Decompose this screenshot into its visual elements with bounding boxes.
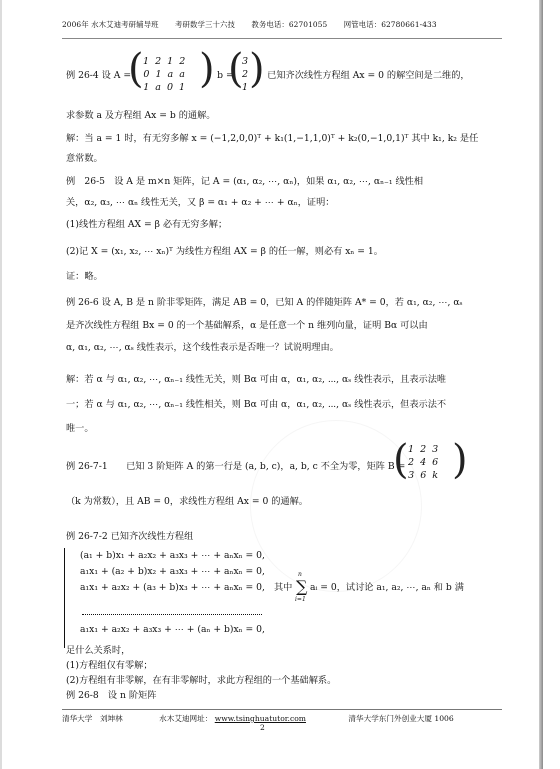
example-26-7-1-line2: （k 为常数），且 AB = 0，求线性方程组 Ax = 0 的通解。 (66, 496, 308, 507)
footer-rule (62, 709, 502, 710)
page-footer (62, 713, 502, 724)
solution-26-4-line1: 解：当 a = 1 时，有无穷多解 x = (−1,2,0,0)ᵀ + k₁(1,−1,1,0)ᵀ + k₂(0,−1,0,1)ᵀ 其中 k₁, k₂ 是任 (66, 133, 479, 144)
system-eq-3: a₁x₁ + a₂x₂ + (a₃ + b)x₃ + ⋯ + aₙxₙ = 0, (80, 582, 265, 593)
example-26-6-line1: 例 26-6 设 A, B 是 n 阶非零矩阵，满足 AB = 0，已知 A 的伴随矩阵 A* = 0，若 α₁, α₂, ⋯, αₛ (66, 297, 463, 308)
example-26-7-1-line1: 例 26-7-1 已知 3 阶矩阵 A 的第一行是 (a, b, c)，a, b, c 不全为零，矩阵 B = (66, 461, 406, 472)
matrix-a-row: 0 1 a a (143, 69, 185, 80)
header-left: 2006年 水木艾迪考研辅导班 (62, 20, 159, 29)
solution-26-4-line2: 意常数。 (66, 153, 103, 164)
system-eq-1: (a₁ + b)x₁ + a₂x₂ + a₃x₃ + ⋯ + aₙxₙ = 0, (80, 550, 265, 561)
example-26-4-text: ，已知齐次线性方程组 Ax = 0 的解空间是二维的， (258, 70, 470, 81)
vector-b-row: 2 (242, 69, 249, 80)
page-right-edge (539, 0, 543, 769)
example-26-8-title: 例 26-8 设 n 阶矩阵 (66, 690, 157, 701)
example-26-7-2-part1: (1)方程组仅有零解； (66, 660, 153, 671)
vector-b-label: ，b = (208, 70, 234, 81)
matrix-b-right-paren: ) (452, 437, 468, 483)
example-26-4-line2: 求参数 a 及方程组 Ax = b 的通解。 (66, 110, 216, 121)
page-number: 2 (260, 723, 265, 732)
matrix-a-row: 1 2 1 2 (143, 56, 186, 67)
page-header (62, 19, 502, 30)
header-phone1: 教务电话：62701055 (251, 20, 328, 29)
sum-symbol: ∑ (296, 577, 308, 596)
footer-author: 清华大学 刘坤林 (62, 714, 123, 723)
header-phone2: 网管电话：62780661-433 (343, 20, 437, 29)
watermark (250, 420, 422, 592)
header-rule (62, 38, 502, 39)
where-label: 其中 (274, 582, 293, 593)
example-26-5-part1: (1)线性方程组 AX = β 必有无穷多解； (66, 219, 228, 230)
matrix-a-left-paren: ( (128, 46, 144, 92)
sum-lower-limit: i=1 (295, 596, 306, 603)
vector-b-row: 3 (242, 56, 249, 67)
system-eq-2: a₁x₁ + (a₂ + b)x₂ + a₃x₃ + ⋯ + aₙxₙ = 0, (80, 566, 265, 577)
matrix-b-left-paren: ( (393, 437, 409, 483)
example-26-6-line3: α, α₁, α₂, ⋯, αₛ 线性表示，这个线性表示是否唯一？试说明理由。 (66, 342, 339, 353)
matrix-a (143, 55, 185, 94)
example-26-7-2-title: 例 26-7-2 已知齐次线性方程组 (66, 531, 194, 542)
example-26-5-part2: (2)记 X = (x₁, x₂, ⋯ xₙ)ᵀ 为线性方程组 AX = β 的任一解，则必有 xₙ = 1。 (66, 246, 383, 257)
sum-upper-limit: n (298, 571, 302, 578)
footer-site-label: 水木艾迪网址： (159, 714, 213, 723)
matrix-b-row: 1 2 3 (408, 444, 439, 455)
solution-26-6-line2: 一；若 α 与 α₁, α₂, ⋯, αₙ₋₁ 线性相关，则 Bα 可由 α，α₁, α₂, ⋯, αₛ 线性表示，但表示法不 (66, 399, 447, 410)
matrix-a-row: 1 a 0 1 (143, 82, 186, 93)
vector-b (242, 55, 248, 94)
footer-site-link[interactable]: www.tsinghuatutor.com (214, 714, 306, 723)
vector-b-row: 1 (242, 82, 249, 93)
example-26-5-line1: 例 26-5 设 A 是 m×n 矩阵，记 A = (α₁, α₂, ⋯, αₙ)，如果 α₁, α₂, ⋯, αₙ₋₁ 线性相 (66, 176, 424, 187)
example-26-6-line2: 是齐次线性方程组 Bx = 0 的一个基础解系，α 是任意一个 n 维列向量，证明 Bα 可以由 (66, 320, 428, 331)
header-course: 考研数学三十六技 (175, 20, 235, 29)
solution-26-6-line1: 解：若 α 与 α₁, α₂, ⋯, αₙ₋₁ 线性无关，则 Bα 可由 α，α₁, α₂, ⋯, αₛ 线性表示，且表示法唯 (66, 374, 447, 385)
page-left-edge (0, 0, 2, 769)
matrix-a-right-paren: ) (199, 46, 215, 92)
matrix-b-row: 3 6 k (408, 470, 439, 481)
matrix-b-row: 2 4 6 (408, 457, 439, 468)
example-26-7-2-part2: (2)方程组有非零解，在有非零解时，求此方程组的一个基础解系。 (66, 675, 337, 686)
vector-b-right-paren: ) (249, 46, 265, 92)
example-26-4-label: 例 26-4 设 A = (66, 70, 132, 81)
footer-address: 清华大学东门外创业大厦 1006 (348, 714, 454, 723)
system-brace (64, 548, 65, 648)
solution-26-6-line3: 唯一。 (66, 423, 94, 434)
sum-condition-text: aᵢ = 0，试讨论 a₁, a₂, ⋯, aₙ 和 b 满 (310, 582, 464, 593)
example-26-5-line2: 关，α₂, α₃, ⋯ αₙ 线性无关，又 β = α₁ + α₂ + ⋯ + αₙ，证明： (66, 197, 335, 208)
proof-omitted: 证：略。 (66, 271, 103, 282)
system-eq-n: a₁x₁ + a₂x₂ + a₃x₃ + ⋯ + (aₙ + b)xₙ = 0, (80, 624, 265, 635)
system-ellipsis-row (82, 614, 262, 615)
example-26-7-2-cond: 足什么关系时， (66, 645, 131, 656)
vector-b-left-paren: ( (228, 46, 244, 92)
